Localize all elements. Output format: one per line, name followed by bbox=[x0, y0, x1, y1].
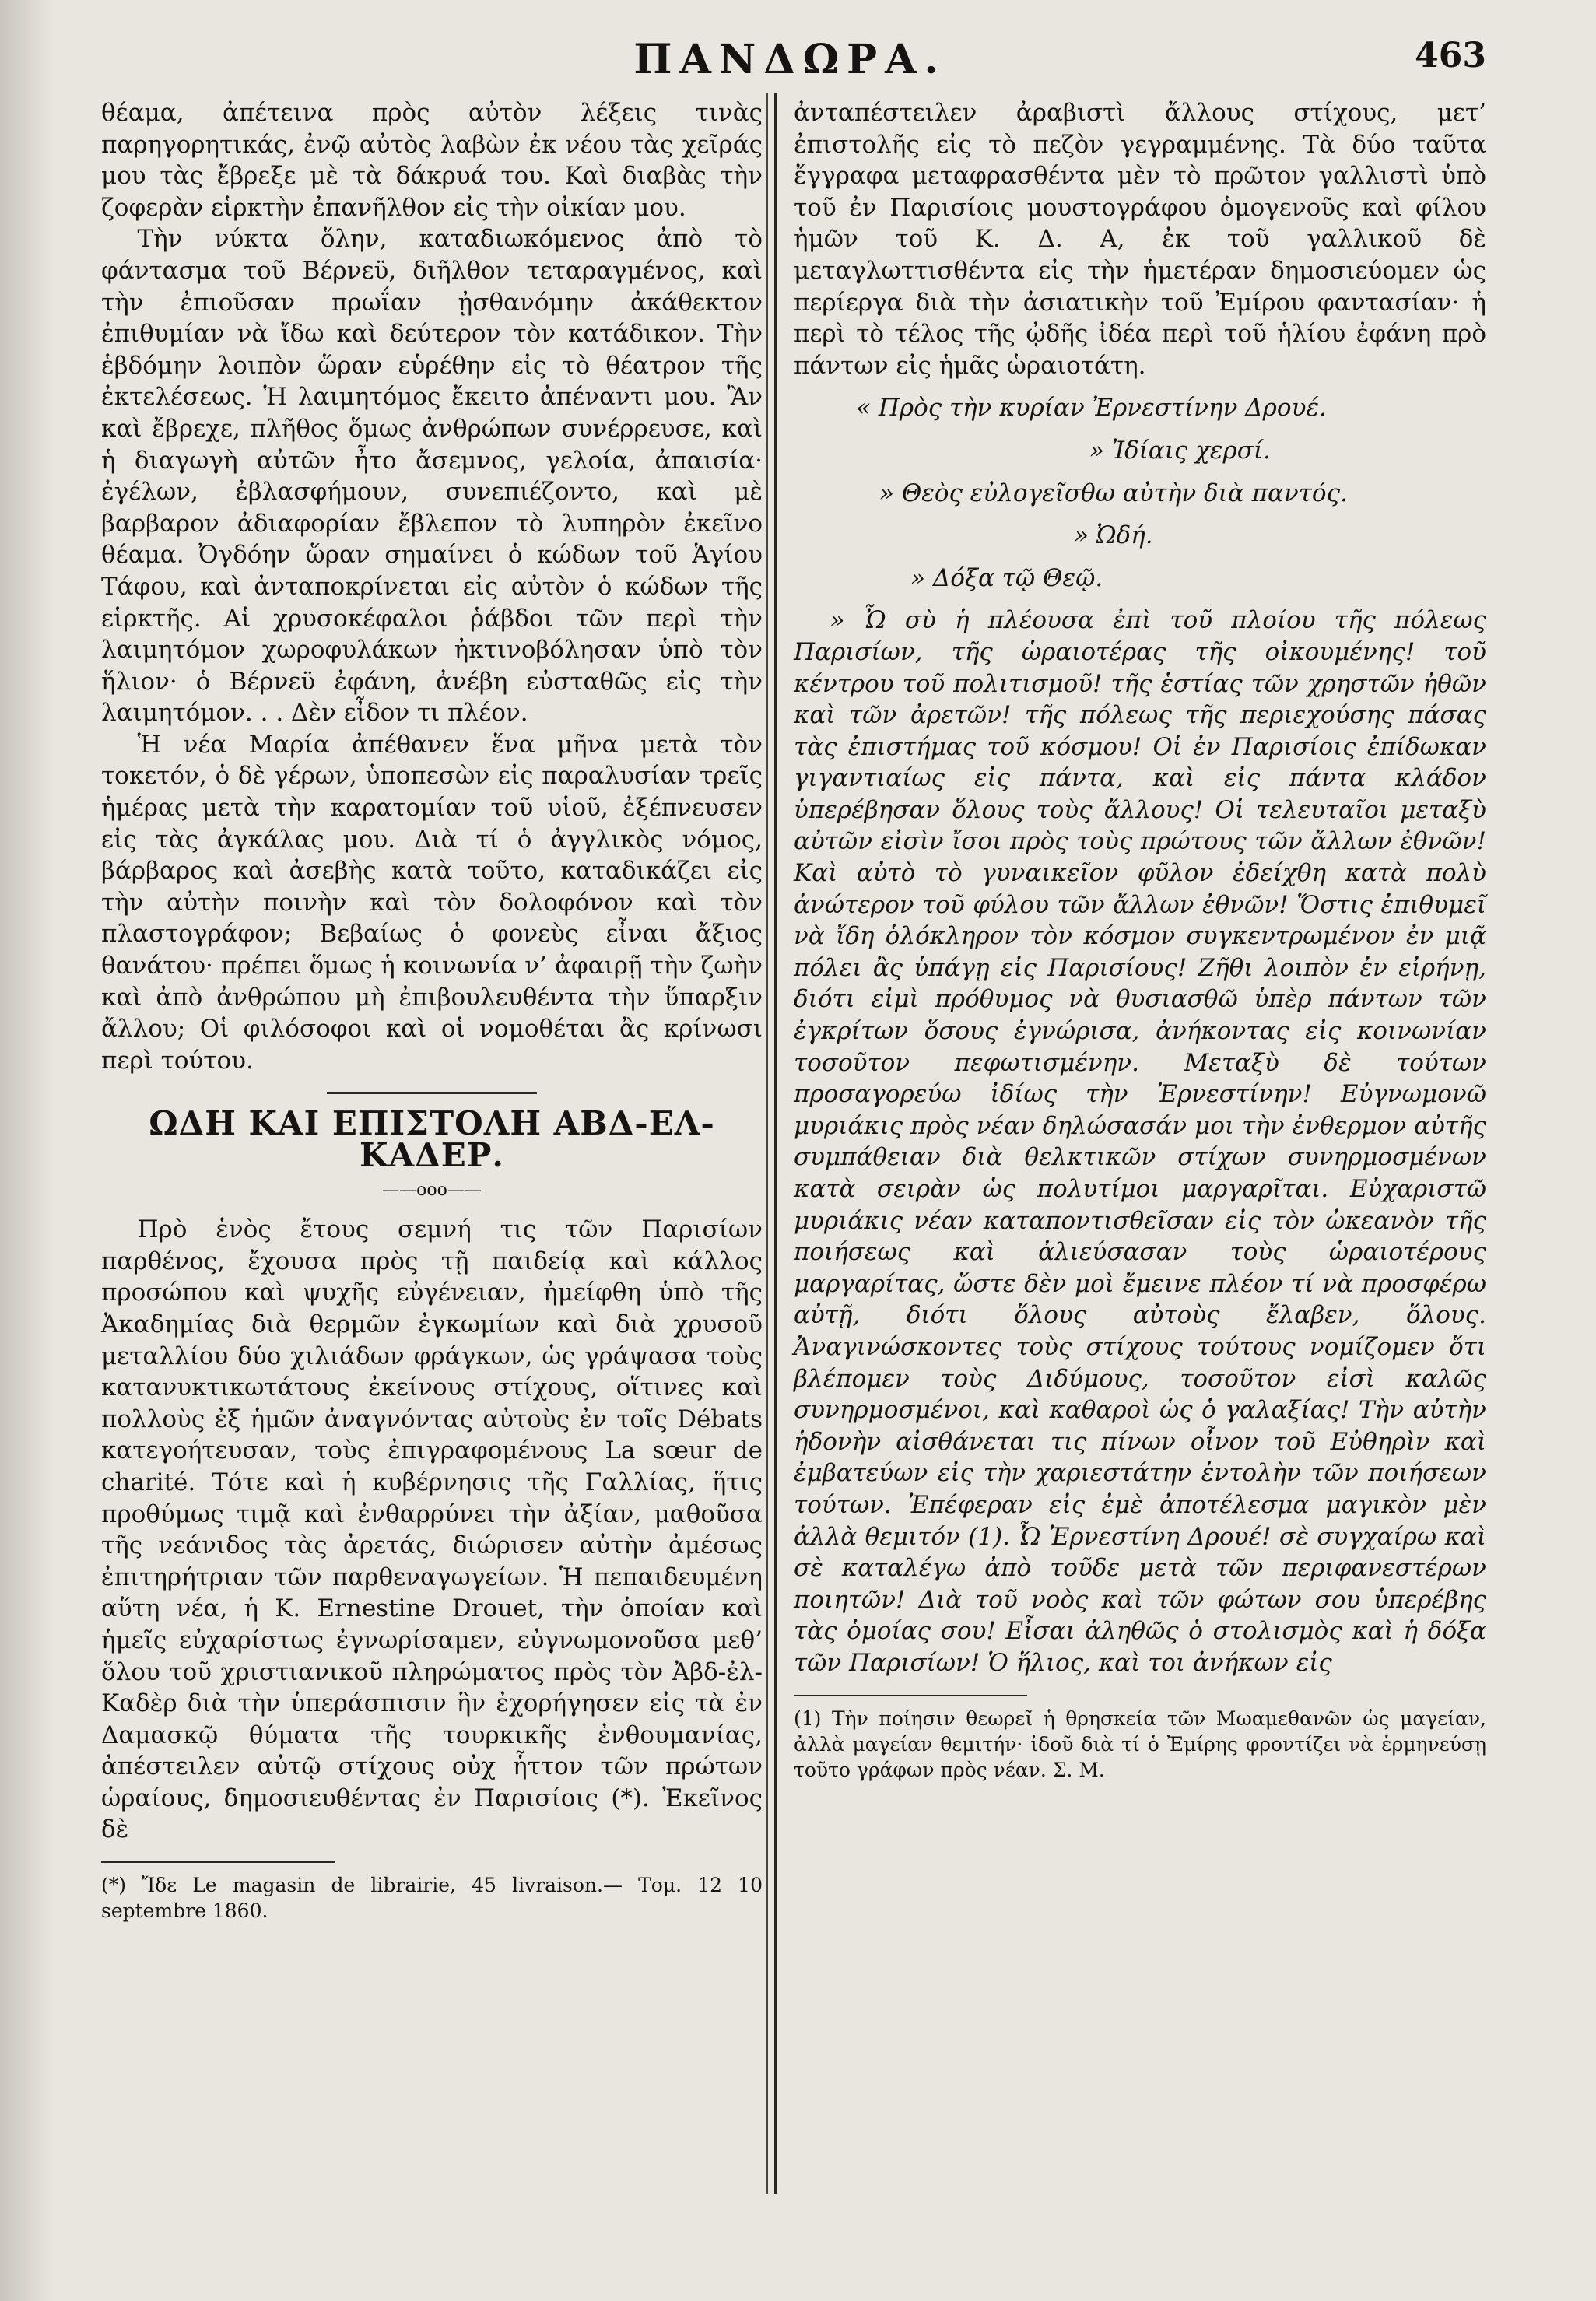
section-separator bbox=[327, 1092, 537, 1094]
footnote-left: (*) Ἴδε Le magasin de librairie, 45 livraison.— Τομ. 12 10 septembre 1860. bbox=[101, 1874, 763, 1923]
page-edge-shadow bbox=[0, 0, 54, 2301]
dedication-line: » Ὠδή. bbox=[1074, 521, 1153, 550]
section-title: ΩΔΗ ΚΑΙ ΕΠΙΣΤΟΛΗ ΑΒΔ-ΕΛ-ΚΑΔΕΡ. bbox=[149, 1104, 715, 1174]
footnote-rule-left bbox=[101, 1861, 335, 1863]
dedication-line: « Πρὸς τὴν κυρίαν Ἐρνεστίνην Δρουέ. bbox=[856, 394, 1327, 423]
left-paragraph-2: Τὴν νύκτα ὅλην, καταδιωκόμενος ἀπὸ τὸ φάντασμα τοῦ Βέρνεϋ, διῆλθον τεταραγμένος, καὶ τὴν ἐπιοῦσαν πρωΐαν ᾐσθανόμην ἀκάθεκτον ἐπιθυμίαν νὰ ἴδω καὶ δεύτερον τὸν κατάδικον. Τὴν ἑβδόμην λοιπὸν ὥραν εὑρέθην εἰς τὸ θέατρον τῆς ἐκτελέσεως. Ἡ λαιμητόμος ἔκειτο ἀπέναντι μου. Ἂν καὶ ἔβρεχε, πλῆθος ὅμως ἀνθρώπων συνέρρευσε, καὶ ἡ διαγωγὴ αὐτῶν ἦτο ἄσεμνος, γελοία, ἀπαισία· ἐγέλων, ἐβλασφήμουν, συνεπιέζοντο, καὶ μὲ βαρβαρον ἀδιαφορίαν ἔβλεπον τὸ λυπηρὸν ἐκεῖνο θέαμα. Ὀγδόην ὥραν σημαίνει ὁ κώδων τοῦ Ἁγίου Τάφου, καὶ ἀνταποκρίνεται εἰς αὐτὸν ὁ κώδων τῆς εἱρκτῆς. Αἱ χρυσοκέφαλοι ῥάβδοι τῶν περὶ τὴν λαιμητόμον χωροφυλάκων ἠκτινοβόλησαν ὑπὸ τὸν ἥλιον· ὁ Βέρνεϋ ἐφάνη, ἀνέβη εὐσταθῶς εἰς τὴν λαιμητόμον. . . Δὲν εἶδον τι πλέον. bbox=[101, 225, 763, 728]
dedication-block bbox=[794, 392, 1486, 594]
footnote-right: (1) Τὴν ποίησιν θεωρεῖ ἡ θρησκεία τῶν Μωαμεθανῶν ὡς μαγείαν, ἀλλὰ μαγείαν θεμιτήν· ἰδοῦ διὰ τί ὁ Ἐμίρης φροντίζει νὰ ἑρμηνεύσῃ τοῦτο γράφων πρὸς νέαν. Σ. Μ. bbox=[794, 1706, 1486, 1781]
column-divider bbox=[774, 93, 777, 2194]
section-ornament: ——ooo—— bbox=[382, 1180, 482, 1200]
dedication-line: » Θεὸς εὐλογεῖσθω αὐτὴν διὰ παντός. bbox=[879, 479, 1348, 507]
page-number: 463 bbox=[1415, 36, 1486, 75]
left-column bbox=[101, 97, 763, 2276]
left-paragraph-3: Ἡ νέα Μαρία ἀπέθανεν ἕνα μῆνα μετὰ τὸν τοκετόν, ὁ δὲ γέρων, ὑποπεσὼν εἰς παραλυσίαν τρεῖς ἡμέρας μετὰ τὴν καρατομίαν τοῦ υἱοῦ, ἐξέπνευσεν εἰς τὰς ἀγκάλας μου. Διὰ τί ὁ ἀγγλικὸς νόμος, βάρβαρος καὶ ἀσεβὴς κατὰ τοῦτο, καταδικάζει εἰς τὴν αὐτὴν ποινὴν καὶ τὸν δολοφόνον καὶ τὸν πλαστογράφον; Βεβαίως ὁ φονεὺς εἶναι ἄξιος θανάτου· πρέπει ὅμως ἡ κοινωνία ν’ ἀφαιρῇ τὴν ζωὴν καὶ ἀπὸ ἀνθρώπου μὴ ἐπιβουλευθέντα τὴν ὕπαρξιν ἄλλου; Οἱ φιλόσοφοι καὶ οἱ νομοθέται ἂς κρίνωσι περὶ τούτου. bbox=[101, 730, 763, 1075]
dedication-line: » Δόξα τῷ Θεῷ. bbox=[910, 563, 1103, 592]
page-header bbox=[93, 30, 1486, 92]
dedication-line: » Ἰδίαις χερσί. bbox=[1089, 436, 1271, 465]
column-divider-thin bbox=[766, 93, 768, 2194]
publication-title: ΠΑΝΔΩΡΑ. bbox=[633, 36, 946, 83]
ode-text: » Ὦ σὺ ἡ πλέουσα ἐπὶ τοῦ πλοίου τῆς πόλεως Παρισίων, τῆς ὡραιοτέρας τῆς οἰκουμένης! τοῦ κέντρου τοῦ πολιτισμοῦ! τῆς ἑστίας τῶν χρηστῶν ἠθῶν καὶ τῶν ἀρετῶν! τῆς πόλεως τῆς περιεχούσης πάσας τὰς ἐπιστήμας τοῦ κόσμου! Οἱ ἐν Παρισίοις ἐπίδωκαν γιγαντιαίως εἰς πάντα, καὶ εἰς πάντα κλάδον ὑπερέβησαν ὅλους τοὺς ἄλλους! Οἱ τελευταῖοι μεταξὺ αὐτῶν εἰσὶν ἴσοι πρὸς τοὺς πρώτους τῶν ἄλλων ἐθνῶν! Καὶ αὐτὸ τὸ γυναικεῖον φῦλον ἐδείχθη κατὰ πολὺ ἀνώτερον τοῦ φύλου τῶν ἄλλων ἐθνῶν! Ὅστις ἐπιθυμεῖ νὰ ἴδη ὁλόκληρον τὸν κόσμον συγκεντρωμένον ἐν μιᾷ πόλει ἂς ὑπάγῃ εἰς Παρισίους! Ζῆθι λοιπὸν ἐν εἰρήνῃ, διότι εἰμὶ πρόθυμος νὰ θυσιασθῶ ὑπὲρ πάντων τῶν ἐγκρίτων ὅσους ἐγνώρισα, ἀνήκοντας εἰς κοινωνίαν τοσοῦτον πεφωτισμένην. Μεταξὺ δὲ τούτων προσαγορεύω ἰδίως τὴν Ἐρνεστίνην! Εὐγνωμονῶ μυριάκις πρὸς νέαν δηλώσασάν μοι τὴν ἐνθερμον αὐτῆς συμπάθειαν διὰ θελκτικῶν στίχων συνηρμοσμένων κατὰ σειρὰν ὡς πολυτίμοι μαργαρῖται. Εὐχαριστῶ μυριάκις νέαν καταποντισθεῖσαν εἰς τὸν ὠκεανὸν τῆς ποιήσεως καὶ ἀλιεύσασαν τοὺς ὡραιοτέρους μαργαρίτας, ὥστε δὲν μοὶ ἔμεινε πλέον τί νὰ προσφέρω αὐτῇ, διότι ὅλους αὐτοὺς ἔλαβεν, ὅλους. Ἀναγινώσκοντες τοὺς στίχους τούτους νομίζομεν ὅτι βλέπομεν τοὺς Διδύμους, τοσοῦτον εἰσὶ καλῶς συνηρμοσμένοι, καὶ καθαροὶ ὡς ὁ γαλαξίας! Τὴν αὐτὴν ἡδονὴν αἰσθάνεται τις πίνων οἶνον τοῦ Εὐθηρὶν καὶ ἐμβατεύων εἰς τὴν χαριεστάτην ἐντολὴν τῶν ποιήσεων τούτων. Ἐπέφεραν εἰς ἐμὲ ἀποτέλεσμα μαγικὸν μὲν ἀλλὰ θεμιτόν (1). Ὦ Ἐρνεστίνη Δρουέ! σὲ συγχαίρω καὶ σὲ καταλέγω ἀπὸ τοῦδε μετὰ τῶν περιφανεστέρων ποιητῶν! Διὰ τοῦ νοὸς καὶ τῶν φώτων σου ὑπερέβης τὰς ὁμοίας σου! Εἶσαι ἀληθῶς ὁ στολισμὸς καὶ ἡ δόξα τῶν Παρισίων! Ὁ ἥλιος, καὶ τοι ἀνήκων εἰς bbox=[794, 606, 1486, 1677]
section-paragraph: Πρὸ ἑνὸς ἔτους σεμνή τις τῶν Παρισίων παρθένος, ἔχουσα πρὸς τῇ παιδείᾳ καὶ κάλλος προσώπου καὶ ψυχῆς εὐγένειαν, ἠμείφθη ὑπὸ τῆς Ἀκαδημίας διὰ θερμῶν ἐγκωμίων καὶ διὰ χρυσοῦ μεταλλίου δύο χιλιάδων φράγκων, ὡς γράψασα τοὺς κατανυκτικωτάτους ἐκείνους στίχους, οἵτινες καὶ πολλοὺς ἐξ ἡμῶν ἀναγνόντας αὐτοὺς ἐν τοῖς Débats κατεγοήτευσαν, τοὺς ἐπιγραφομένους La sœur de charité. Τότε καὶ ἡ κυβέρνησις τῆς Γαλλίας, ἥτις προθύμως τιμᾷ καὶ ἐνθαρρύνει τὴν ἀξίαν, μαθοῦσα τῆς νεάνιδος τὰς ἀρετάς, διώρισεν αὐτὴν ἀμέσως ἐπιτηρήτριαν τῶν παρθεναγωγείων. Ἡ πεπαιδευμένη αὕτη νέα, ἡ Κ. Ernestine Drouet, τὴν ὁποίαν καὶ ἡμεῖς εὐχαρίστως ἐγνωρίσαμεν, εὐγνωμονοῦσα μεθ’ ὅλου τοῦ χριστιανικοῦ πληρώματος πρὸς τὸν Ἀβδ-ἐλ-Καδὲρ διὰ τὴν ὑπεράσπισιν ἣν ἐχορήγησεν εἰς τὰ ἐν Δαμασκῷ θύματα τῆς τουρκικῆς ἐνθουμανίας, ἀπέστειλεν αὐτῷ στίχους οὐχ ἧττον τῶν πρώτων ὡραίους, δημοσιευθέντας ἐν Παρισίοις (*). Ἐκεῖνος δὲ bbox=[101, 1215, 763, 1844]
right-paragraph-1: ἀνταπέστειλεν ἀραβιστὶ ἄλλους στίχους, μετ’ ἐπιστολῆς εἰς τὸ πεζὸν γεγραμμένης. Τὰ δύο ταῦτα ἔγγραφα μεταφρασθέντα μὲν τὸ πρῶτον γαλλιστὶ ὑπὸ τοῦ ἐν Παρισίοις μουστογράφου ὁμογενοῦς καὶ φίλου ἡμῶν τοῦ Κ. Δ. Α, ἐκ τοῦ γαλλικοῦ δὲ μεταγλωττισθέντα εἰς τὴν ἡμετέραν δημοσιεύομεν ὡς περίεργα διὰ τὴν ἀσιατικὴν τοῦ Ἐμίρου φαντασίαν· ἡ περὶ τὸ τέλος τῆς ᾠδῆς ἰδέα περὶ τοῦ ἡλίου ἐφάνη πρὸ πάντων εἰς ἡμᾶς ὡραιοτάτη. bbox=[794, 99, 1486, 380]
footnote-rule-right bbox=[794, 1695, 1027, 1696]
right-column bbox=[794, 97, 1486, 2276]
left-paragraph-1: θέαμα, ἀπέτεινα πρὸς αὐτὸν λέξεις τινὰς παρηγορητικάς, ἐνῷ αὐτὸς λαβὼν ἐκ νέου τὰς χεῖράς μου τὰς ἔβρεξε μὲ τὰ δάκρυά του. Καὶ διαβὰς τὴν ζοφερὰν εἱρκτὴν ἐπανῆλθον εἰς τὴν οἰκίαν μου. bbox=[101, 99, 763, 222]
